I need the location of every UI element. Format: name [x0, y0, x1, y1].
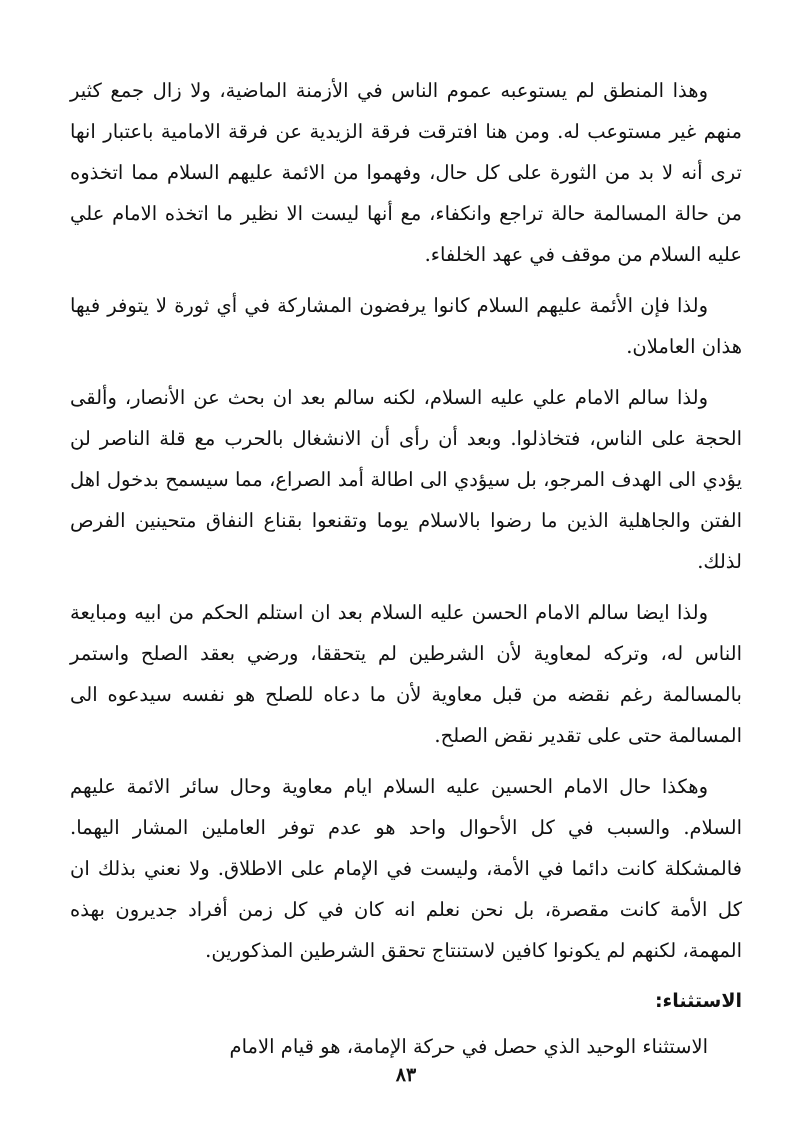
paragraph-3: ولذا سالم الامام علي عليه السلام، لكنه سالم بعد ان بحث عن الأنصار، وألقى الحجة على الناس، فتخاذلوا. وبعد أن رأى أن الانشغال بالحرب مع قلة الناصر لن يؤدي الى الهدف المرجو، بل سيؤدي الى اطالة أمد الصراع، مما سيسمح بدخول اهل الفتن والجاهلية الذين ما رضوا بالاسلام يوما وتقنعوا بقناع النفاق متحينين الفرص لذلك. — [70, 386, 742, 573]
paragraph-2: ولذا فإن الأئمة عليهم السلام كانوا يرفضون المشاركة في أي ثورة لا يتوفر فيها هذان العاملان. — [70, 294, 742, 358]
page-body — [70, 70, 742, 1077]
paragraph-4: ولذا ايضا سالم الامام الحسن عليه السلام بعد ان استلم الحكم من ابيه ومبايعة الناس له، وتركه لمعاوية لأن الشرطين لم يتحققا، ورضي بعقد الصلح واستمر بالمسالمة رغم نقضه من قبل معاوية لأن ما دعاه للصلح هو نفسه سيدعوه الى المسالمة حتى على تقدير نقض الصلح. — [70, 601, 742, 747]
paragraph-1: وهذا المنطق لم يستوعبه عموم الناس في الأزمنة الماضية، ولا زال جمع كثير منهم غير مستوعب له. ومن هنا افترقت فرقة الزيدية عن فرقة الامامية باعتبار انها ترى أنه لا بد من الثورة على كل حال، وفهموا من الائمة عليهم السلام مما اتخذوه من حالة المسالمة حالة تراجع وانكفاء، مع أنها ليست الا نظير ما اتخذه الامام علي عليه السلام من موقف في عهد الخلفاء. — [70, 79, 742, 266]
section-heading: الاستثناء: — [654, 990, 742, 1012]
closing-paragraph: الاستثناء الوحيد الذي حصل في حركة الإمامة، هو قيام الامام — [229, 1035, 708, 1058]
page-number: ٨٣ — [395, 1064, 417, 1086]
paragraph-5: وهكذا حال الامام الحسين عليه السلام ايام معاوية وحال سائر الائمة عليهم السلام. والسبب في كل الأحوال واحد هو عدم توفر العاملين المشار اليهما. فالمشكلة كانت دائما في الأمة، وليست في الإمام على الاطلاق. ولا نعني بذلك ان كل الأمة كانت مقصرة، بل نحن نعلم انه كان في كل زمن أفراد جديرون بهذه المهمة، لكنهم لم يكونوا كافين لاستنتاج تحقق الشرطين المذكورين. — [70, 775, 742, 962]
